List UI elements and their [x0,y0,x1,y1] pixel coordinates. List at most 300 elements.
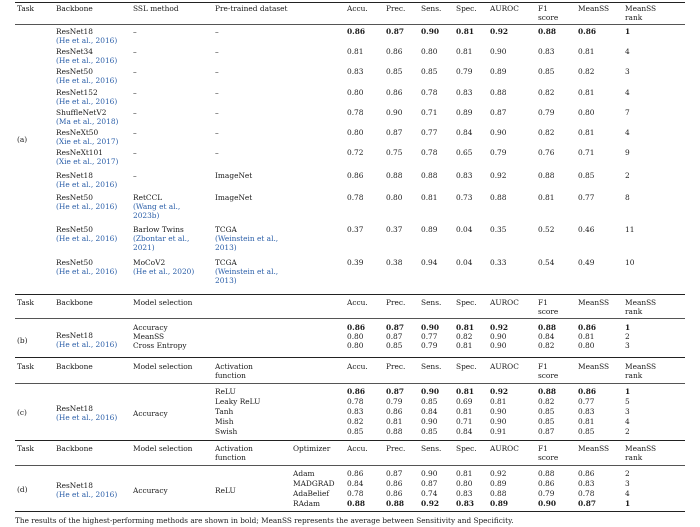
b-header-rank: rank [625,307,643,316]
a-row-sensitivity-value: 0.78 [421,88,438,97]
a-row-ssl-method: – [133,47,137,56]
b-backbone-citation: (He et al., 2016) [56,340,118,349]
a-row-f1-score-value: 0.81 [538,193,555,202]
a-row-auroc-value: 0.90 [490,47,507,56]
a-row-ssl-method: RetCCL [133,193,163,202]
d-row-sensitivity-value: 0.74 [421,489,438,498]
b-header-sensitivity: Sens. [421,298,442,307]
b-header-f1: F1 [538,298,548,307]
d-row-specificity-value: 0.83 [456,499,475,508]
d-header-meanss: MeanSS [578,444,610,453]
d-header-activation-function: function [215,453,246,462]
a-row-backbone-citation: (Xie et al., 2017) [56,157,119,166]
d-row-accuracy-value: 0.88 [347,499,366,508]
d-header-sensitivity: Sens. [421,444,442,453]
a-row-meanss-rank-value: 2 [625,171,630,180]
a-row-meanss-rank-value: 1 [625,27,631,36]
a-row-backbone: ShuffleNetV2 [56,108,107,117]
a-header-auroc: AUROC [490,4,519,13]
b-row-accuracy-value: 0.86 [347,323,366,332]
b-header-rank-meanss: MeanSS [625,298,657,307]
a-row-accuracy-value: 0.78 [347,108,364,117]
a-row-sensitivity-value: 0.85 [421,67,438,76]
a-row-ssl-method: – [133,148,137,157]
a-row-backbone-citation: (He et al., 2016) [56,97,118,106]
b-row-specificity-value: 0.81 [456,323,475,332]
d-row-f1-score-value: 0.90 [538,499,557,508]
c-row-specificity-value: 0.84 [456,427,473,436]
a-row-pretrained-dataset: – [215,27,219,36]
c-bottom-rule [15,440,685,441]
a-header-rule [15,24,685,25]
a-row-pretrained-dataset: – [215,128,219,137]
a-row-meanss-rank-value: 4 [625,47,630,56]
c-row-specificity-value: 0.69 [456,397,473,406]
b-row-meanss-rank-value: 3 [625,341,630,350]
a-row-specificity-value: 0.04 [456,258,473,267]
a-row-sensitivity-value: 0.88 [421,171,438,180]
d-header-activation: Activation [215,444,253,453]
c-row-activation: Leaky ReLU [215,397,261,406]
c-header-sensitivity: Sens. [421,362,442,371]
a-row-specificity-value: 0.04 [456,225,473,234]
a-row-specificity-value: 0.81 [456,47,473,56]
a-row-f1-score-value: 0.76 [538,148,555,157]
d-bottom-rule [15,511,685,512]
a-row-sensitivity-value: 0.94 [421,258,438,267]
a-row-pretrained-dataset: ImageNet [215,171,253,180]
c-row-meanss-value: 0.81 [578,417,595,426]
b-row-auroc-value: 0.90 [490,332,507,341]
a-row-backbone: ResNet18 [56,171,93,180]
c-row-f1-score-value: 0.87 [538,427,555,436]
a-row-backbone: ResNet34 [56,47,93,56]
c-row-meanss-rank-value: 1 [625,387,631,396]
d-header-auroc: AUROC [490,444,519,453]
c-backbone: ResNet18 [56,404,93,413]
c-row-meanss-rank-value: 5 [625,397,630,406]
a-row-meanss-value: 0.85 [578,171,595,180]
a-row-meanss-value: 0.71 [578,148,595,157]
a-row-ssl-method: – [133,27,137,36]
b-row-accuracy-value: 0.80 [347,332,364,341]
c-row-meanss-value: 0.86 [578,387,597,396]
a-row-backbone-citation: (He et al., 2016) [56,202,118,211]
b-row-f1-score-value: 0.88 [538,323,557,332]
a-row-meanss-rank-value: 3 [625,67,630,76]
d-row-auroc-value: 0.89 [490,479,507,488]
a-row-ssl-method: MoCoV2 [133,258,166,267]
a-row-meanss-value: 0.86 [578,27,597,36]
c-row-specificity-value: 0.81 [456,387,475,396]
c-header-auroc: AUROC [490,362,519,371]
b-row-specificity-value: 0.81 [456,341,473,350]
c-header-rule [15,383,685,384]
a-header-sensitivity: Sens. [421,4,442,13]
a-row-accuracy-value: 0.81 [347,47,364,56]
b-row-sensitivity-value: 0.90 [421,323,440,332]
a-row-accuracy-value: 0.80 [347,88,364,97]
a-row-f1-score-value: 0.85 [538,67,555,76]
d-row-specificity-value: 0.81 [456,469,473,478]
c-header-meanss: MeanSS [578,362,610,371]
b-row-sensitivity-value: 0.79 [421,341,438,350]
c-row-sensitivity-value: 0.90 [421,387,440,396]
d-row-precision-value: 0.87 [386,469,403,478]
a-row-backbone: ResNeXt101 [56,148,103,157]
c-row-auroc-value: 0.90 [490,407,507,416]
a-row-f1-score-value: 0.82 [538,128,555,137]
c-row-precision-value: 0.79 [386,397,403,406]
a-row-ssl-method: 2021) [133,243,155,252]
c-row-auroc-value: 0.91 [490,427,507,436]
a-row-precision-value: 0.87 [386,27,405,36]
a-header-meanss: MeanSS [578,4,610,13]
a-row-precision-value: 0.86 [386,47,403,56]
a-row-accuracy-value: 0.78 [347,193,364,202]
b-row-meanss-rank-value: 1 [625,323,631,332]
a-row-precision-value: 0.37 [386,225,403,234]
c-row-sensitivity-value: 0.85 [421,427,438,436]
b-row-precision-value: 0.87 [386,332,403,341]
b-row-auroc-value: 0.92 [490,323,509,332]
a-row-backbone-citation: (Xie et al., 2017) [56,137,119,146]
a-header-ssl-method: SSL method [133,4,179,13]
c-row-meanss-value: 0.77 [578,397,595,406]
c-row-f1-score-value: 0.88 [538,387,557,396]
a-row-meanss-rank-value: 11 [625,225,635,234]
c-row-accuracy-value: 0.85 [347,427,364,436]
c-row-auroc-value: 0.92 [490,387,509,396]
c-header-backbone: Backbone [56,362,93,371]
c-row-sensitivity-value: 0.85 [421,397,438,406]
d-header-accuracy: Accu. [347,444,368,453]
a-row-ssl-method: – [133,171,137,180]
d-header-model-selection: Model selection [133,444,193,453]
a-row-accuracy-value: 0.37 [347,225,364,234]
a-row-meanss-rank-value: 9 [625,148,630,157]
c-row-accuracy-value: 0.86 [347,387,366,396]
c-row-auroc-value: 0.81 [490,397,507,406]
d-backbone: ResNet18 [56,481,93,490]
a-row-pretrained-dataset: TCGA [215,225,237,234]
c-header-f1-score: score [538,371,559,380]
b-row-meanss-value: 0.80 [578,341,595,350]
b-row-model-selection: Accuracy [133,323,168,332]
a-header-f1: F1 [538,4,548,13]
d-row-f1-score-value: 0.88 [538,469,555,478]
a-bottom-rule [15,294,685,295]
c-header-accuracy: Accu. [347,362,368,371]
a-header-accuracy: Accu. [347,4,368,13]
d-row-specificity-value: 0.83 [456,489,473,498]
d-row-meanss-rank-value: 3 [625,479,630,488]
a-row-precision-value: 0.87 [386,128,403,137]
a-row-accuracy-value: 0.39 [347,258,364,267]
d-header-precision: Prec. [386,444,406,453]
a-row-f1-score-value: 0.82 [538,88,555,97]
d-row-meanss-value: 0.86 [578,469,595,478]
c-row-meanss-value: 0.83 [578,407,595,416]
a-row-meanss-value: 0.80 [578,108,595,117]
d-row-accuracy-value: 0.78 [347,489,364,498]
a-row-accuracy-value: 0.86 [347,171,364,180]
c-row-specificity-value: 0.81 [456,407,473,416]
c-row-activation: ReLU [215,387,236,396]
a-row-f1-score-value: 0.88 [538,171,555,180]
a-row-meanss-value: 0.49 [578,258,595,267]
b-row-model-selection: MeanSS [133,332,165,341]
a-row-ssl-method: – [133,128,137,137]
d-row-meanss-rank-value: 4 [625,489,630,498]
a-row-f1-score-value: 0.83 [538,47,555,56]
a-row-specificity-value: 0.83 [456,171,473,180]
a-header-rank-meanss: MeanSS [625,4,657,13]
b-bottom-rule [15,357,685,358]
b-header-specificity: Spec. [456,298,477,307]
b-header-meanss: MeanSS [578,298,610,307]
a-row-backbone: ResNet152 [56,88,98,97]
a-row-backbone: ResNet50 [56,193,93,202]
a-row-meanss-rank-value: 4 [625,88,630,97]
a-row-specificity-value: 0.79 [456,67,473,76]
d-row-precision-value: 0.86 [386,479,403,488]
a-row-meanss-value: 0.46 [578,225,595,234]
c-model-selection: Accuracy [133,409,168,418]
d-model-selection: Accuracy [133,486,168,495]
c-header-precision: Prec. [386,362,406,371]
a-row-pretrained-dataset: (Weinstein et al., [215,267,279,276]
c-row-meanss-value: 0.85 [578,427,595,436]
a-row-ssl-method: – [133,108,137,117]
d-header-f1: F1 [538,444,548,453]
d-row-meanss-rank-value: 1 [625,499,631,508]
b-row-meanss-value: 0.81 [578,332,595,341]
a-row-precision-value: 0.38 [386,258,403,267]
a-row-backbone: ResNeXt50 [56,128,99,137]
a-row-precision-value: 0.86 [386,88,403,97]
a-row-precision-value: 0.80 [386,193,403,202]
a-row-specificity-value: 0.65 [456,148,473,157]
d-activation: ReLU [215,486,236,495]
a-row-f1-score-value: 0.52 [538,225,555,234]
a-row-accuracy-value: 0.86 [347,27,366,36]
b-row-sensitivity-value: 0.77 [421,332,438,341]
a-row-pretrained-dataset: – [215,88,219,97]
top-rule [15,2,685,3]
a-row-meanss-rank-value: 7 [625,108,630,117]
c-task-label: (c) [17,408,27,417]
c-header-rank-meanss: MeanSS [625,362,657,371]
d-row-sensitivity-value: 0.87 [421,479,438,488]
d-header-task: Task [17,444,35,453]
d-row-optimizer: AdaBelief [293,489,330,498]
c-header-activation-function: function [215,371,246,380]
b-header-rule [15,318,685,319]
b-row-specificity-value: 0.82 [456,332,473,341]
c-row-accuracy-value: 0.83 [347,407,364,416]
c-row-activation: Swish [215,427,238,436]
b-row-precision-value: 0.85 [386,341,403,350]
a-row-precision-value: 0.90 [386,108,403,117]
a-row-f1-score-value: 0.54 [538,258,555,267]
d-row-precision-value: 0.86 [386,489,403,498]
d-header-backbone: Backbone [56,444,93,453]
a-row-backbone-citation: (He et al., 2016) [56,36,118,45]
a-row-ssl-method: – [133,67,137,76]
a-row-pretrained-dataset: ImageNet [215,193,253,202]
b-header-f1-score: score [538,307,559,316]
d-header-rank: rank [625,453,643,462]
c-row-f1-score-value: 0.82 [538,397,555,406]
c-row-meanss-rank-value: 2 [625,427,630,436]
d-header-rule [15,465,685,466]
a-row-sensitivity-value: 0.89 [421,225,438,234]
a-row-backbone: ResNet50 [56,225,93,234]
b-row-meanss-rank-value: 2 [625,332,630,341]
a-row-pretrained-dataset: 2013) [215,276,237,285]
a-row-sensitivity-value: 0.71 [421,108,438,117]
a-row-ssl-method: (Wang et al., [133,202,181,211]
d-row-optimizer: RAdam [293,499,321,508]
a-row-auroc-value: 0.88 [490,193,507,202]
c-header-specificity: Spec. [456,362,477,371]
a-row-accuracy-value: 0.80 [347,128,364,137]
a-row-specificity-value: 0.84 [456,128,473,137]
a-header-rank: rank [625,13,643,22]
b-header-precision: Prec. [386,298,406,307]
d-task-label: (d) [17,485,28,494]
a-row-ssl-method: 2023b) [133,211,160,220]
c-row-meanss-rank-value: 4 [625,417,630,426]
a-row-precision-value: 0.75 [386,148,403,157]
b-task-label: (b) [17,336,28,345]
c-row-precision-value: 0.86 [386,407,403,416]
a-header-pretrained-dataset: Pre-trained dataset [215,4,288,13]
c-row-accuracy-value: 0.78 [347,397,364,406]
d-row-meanss-rank-value: 2 [625,469,630,478]
a-row-auroc-value: 0.88 [490,88,507,97]
d-row-sensitivity-value: 0.92 [421,499,440,508]
d-row-specificity-value: 0.80 [456,479,473,488]
a-row-backbone-citation: (Ma et al., 2018) [56,117,119,126]
c-row-sensitivity-value: 0.84 [421,407,438,416]
a-row-pretrained-dataset: – [215,148,219,157]
d-row-accuracy-value: 0.84 [347,479,364,488]
a-row-ssl-method: (Zbontar et al., [133,234,190,243]
c-row-precision-value: 0.87 [386,387,405,396]
b-row-auroc-value: 0.90 [490,341,507,350]
a-row-auroc-value: 0.89 [490,67,507,76]
c-row-activation: Mish [215,417,234,426]
d-header-specificity: Spec. [456,444,477,453]
c-row-f1-score-value: 0.85 [538,417,555,426]
d-row-precision-value: 0.88 [386,499,405,508]
a-row-accuracy-value: 0.83 [347,67,364,76]
d-row-auroc-value: 0.92 [490,469,507,478]
a-row-backbone-citation: (He et al., 2016) [56,267,118,276]
c-row-activation: Tanh [215,407,234,416]
d-header-f1-score: score [538,453,559,462]
a-row-ssl-method: (He et al., 2020) [133,267,195,276]
a-row-f1-score-value: 0.88 [538,27,557,36]
a-row-meanss-rank-value: 4 [625,128,630,137]
b-row-f1-score-value: 0.84 [538,332,555,341]
b-header-auroc: AUROC [490,298,519,307]
a-row-f1-score-value: 0.79 [538,108,555,117]
a-row-sensitivity-value: 0.90 [421,27,440,36]
b-header-accuracy: Accu. [347,298,368,307]
b-header-model-selection: Model selection [133,298,193,307]
d-row-meanss-value: 0.87 [578,499,597,508]
a-row-precision-value: 0.88 [386,171,403,180]
c-row-accuracy-value: 0.82 [347,417,364,426]
c-row-sensitivity-value: 0.90 [421,417,438,426]
d-row-optimizer: MADGRAD [293,479,335,488]
c-row-meanss-rank-value: 3 [625,407,630,416]
a-row-backbone-citation: (He et al., 2016) [56,234,118,243]
a-row-sensitivity-value: 0.77 [421,128,438,137]
table-footnote: The results of the highest-performing methods are shown in bold; MeanSS represents the average between Sensitivity and Specificity. [15,516,514,525]
a-task-label: (a) [17,135,28,144]
a-row-auroc-value: 0.90 [490,128,507,137]
d-row-auroc-value: 0.89 [490,499,509,508]
a-row-backbone-citation: (He et al., 2016) [56,76,118,85]
a-row-auroc-value: 0.33 [490,258,507,267]
a-row-pretrained-dataset: – [215,47,219,56]
b-row-meanss-value: 0.86 [578,323,597,332]
a-header-backbone: Backbone [56,4,93,13]
a-row-specificity-value: 0.81 [456,27,475,36]
d-header-rank-meanss: MeanSS [625,444,657,453]
c-row-precision-value: 0.81 [386,417,403,426]
c-row-f1-score-value: 0.85 [538,407,555,416]
a-row-pretrained-dataset: – [215,108,219,117]
a-row-meanss-value: 0.82 [578,67,595,76]
d-row-accuracy-value: 0.86 [347,469,364,478]
d-row-meanss-value: 0.83 [578,479,595,488]
a-row-backbone-citation: (He et al., 2016) [56,56,118,65]
a-row-auroc-value: 0.92 [490,171,507,180]
a-row-backbone-citation: (He et al., 2016) [56,180,118,189]
a-row-auroc-value: 0.92 [490,27,509,36]
a-row-backbone: ResNet50 [56,258,93,267]
b-backbone: ResNet18 [56,331,93,340]
c-row-specificity-value: 0.71 [456,417,473,426]
c-header-rank: rank [625,371,643,380]
a-row-meanss-value: 0.81 [578,128,595,137]
a-row-auroc-value: 0.35 [490,225,507,234]
a-row-specificity-value: 0.89 [456,108,473,117]
b-row-model-selection: Cross Entropy [133,341,187,350]
a-row-meanss-value: 0.81 [578,88,595,97]
a-row-backbone: ResNet18 [56,27,93,36]
c-backbone-citation: (He et al., 2016) [56,413,118,422]
b-row-accuracy-value: 0.80 [347,341,364,350]
c-header-model-selection: Model selection [133,362,193,371]
b-header-backbone: Backbone [56,298,93,307]
d-row-f1-score-value: 0.86 [538,479,555,488]
a-row-backbone: ResNet50 [56,67,93,76]
a-row-accuracy-value: 0.72 [347,148,364,157]
a-row-meanss-value: 0.77 [578,193,595,202]
a-header-f1-score: score [538,13,559,22]
a-row-specificity-value: 0.83 [456,88,473,97]
a-row-sensitivity-value: 0.80 [421,47,438,56]
a-header-precision: Prec. [386,4,406,13]
d-row-meanss-value: 0.78 [578,489,595,498]
d-header-optimizer: Optimizer [293,444,331,453]
